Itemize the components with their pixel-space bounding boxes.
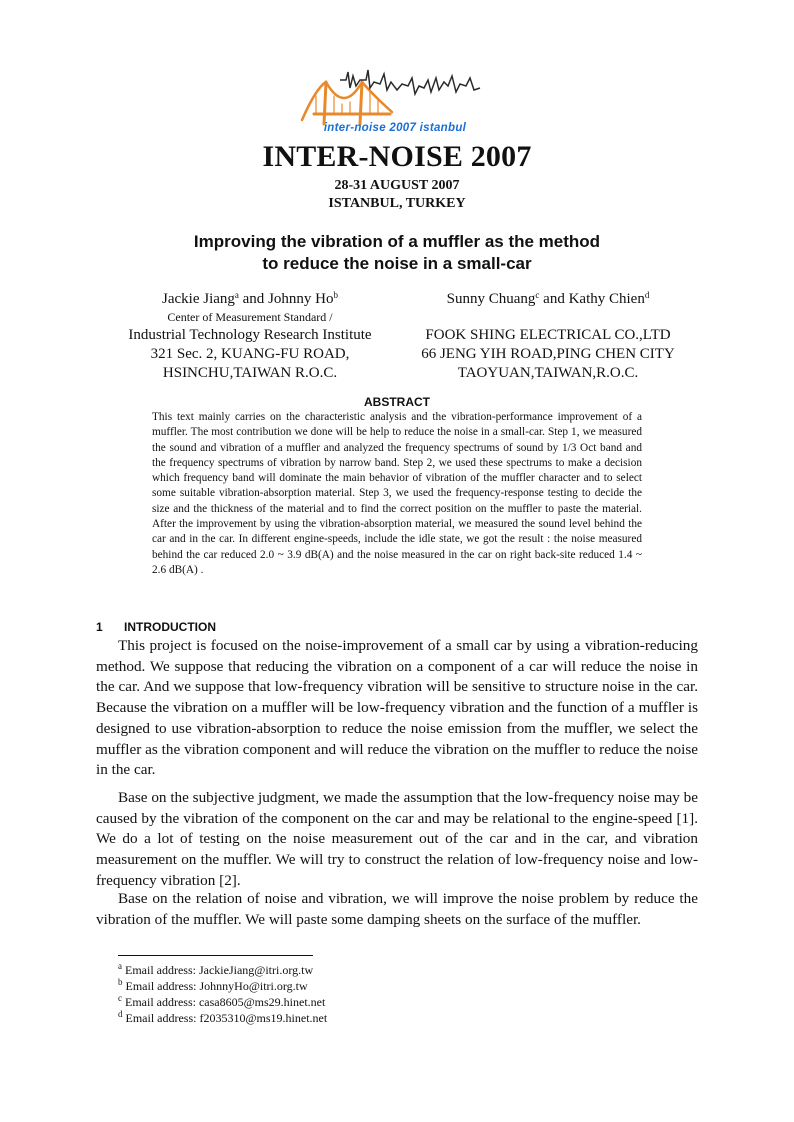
footnote <box>118 1010 678 1026</box>
bridge-icon <box>302 82 392 124</box>
section-number: 1 <box>96 620 103 634</box>
author-name: Jackie Jiang <box>162 291 235 307</box>
intro-paragraph-3: Base on the relation of noise and vibration, we will improve the noise problem by reduce the vibration of the muffler. We will paste some damping sheets on the surface of the muffler. <box>96 890 698 928</box>
conference-location: ISTANBUL, TURKEY <box>328 196 466 211</box>
footnote-mark: c <box>118 993 122 1003</box>
author-address-line-1: 321 Sec. 2, KUANG-FU ROAD, <box>150 346 350 362</box>
footnote <box>118 994 678 1010</box>
author-block-left <box>100 290 400 383</box>
logo-caption: inter-noise 2007 istanbul <box>323 122 467 134</box>
footnote-mark: b <box>333 290 338 300</box>
footnote-divider <box>118 955 313 956</box>
abstract-heading: ABSTRACT <box>364 395 430 409</box>
footnote-text: Email address: JohnnyHo@itri.org.tw <box>122 979 308 993</box>
footnote-text: Email address: casa8605@ms29.hinet.net <box>122 995 326 1009</box>
author-department: Center of Measurement Standard / <box>167 310 333 324</box>
conference-date: 28-31 AUGUST 2007 <box>334 178 460 193</box>
footnote-text: Email address: f2035310@ms19.hinet.net <box>122 1011 328 1025</box>
author-name: Johnny Ho <box>268 291 334 307</box>
abstract-body: This text mainly carries on the characteristic analysis and the vibration-performance improvement of a muffler. The most contribution we done will be help to reduce the noise in a small-car. Step 1, we measured the sound and vibration of a muffler and analyzed the frequency spectrums of sound by 1/3 Oct band and the frequency spectrums of vibration by narrow band. Step 2, we used these spectrums to make a decision which frequency band will dominate the main behavior of vibration of the muffler character and to select some suitable vibration-absorption material. Step 3, we used the frequency-response testing to decide the size and the thickness of the material and to find the correct position on the muffler to paste the material. After the improvement by using the vibration-absorption material, we measured the sound level behind the car and in the car. In different engine-speeds, include the idle state, we got the result : the noise measured behind the car reduced 2.0 ~ 3.9 dB(A) and the noise measured in the car on right back-site reduced 1.4 ~ 2.6 dB(A) . <box>152 411 642 576</box>
footnote-mark: d <box>118 1009 123 1019</box>
section-title: INTRODUCTION <box>124 620 216 634</box>
intro-paragraph-2: Base on the subjective judgment, we made the assumption that the low-frequency noise may be caused by the vibration of the component on the car and may be relational to the engine-speed [1]. We do a lot of testing on the noise measurement out of the car and in the car, and vibration measurement on the muffler. We will try to construct the relation of low-frequency noise and low-frequency vibration [2]. <box>96 789 698 889</box>
author-conjunction: and <box>539 291 569 307</box>
author-company: FOOK SHING ELECTRICAL CO.,LTD <box>425 327 671 343</box>
author-address-line-1: 66 JENG YIH ROAD,PING CHEN CITY <box>421 346 675 362</box>
footnote <box>118 962 678 978</box>
author-address-line-2: HSINCHU,TAIWAN R.O.C. <box>162 365 338 381</box>
footnotes <box>118 962 678 1026</box>
paper-title-line-1: Improving the vibration of a muffler as the method <box>193 232 601 251</box>
author-name: Kathy Chien <box>568 291 645 307</box>
author-name: Sunny Chuang <box>446 291 536 307</box>
footnote-mark: d <box>644 290 650 300</box>
author-names <box>400 290 696 309</box>
footnote <box>118 978 678 994</box>
spacer <box>400 309 696 326</box>
author-names <box>100 290 400 309</box>
author-address-line-2: TAOYUAN,TAIWAN,R.O.C. <box>457 365 639 381</box>
author-conjunction: and <box>238 291 269 307</box>
footnote-mark: a <box>234 290 239 300</box>
author-block-right <box>400 290 696 383</box>
section-heading <box>96 620 216 634</box>
footnote-mark: b <box>118 977 123 987</box>
author-institute: Industrial Technology Research Institute <box>128 327 372 343</box>
footnote-mark: a <box>118 961 122 971</box>
intro-paragraph-1: This project is focused on the noise-improvement of a small car by using a vibration-reducing method. We suppose that reducing the vibration on a component of a car will reduce the noise in the car. And we suppose that low-frequency vibration will be sensitive to structure noise in the car. Because the vibration on a muffler will be low-frequency vibration and the function of a muffler is designed to use vibration-absorption to reduce the noise emission from the muffler, we select the muffler as the vibration component and will reduce the vibration on the muffler to reduce the noise in the car. <box>96 637 698 779</box>
footnote-mark: c <box>535 290 540 300</box>
conference-title: INTER-NOISE 2007 <box>262 140 532 173</box>
footnote-text: Email address: JackieJiang@itri.org.tw <box>122 963 314 977</box>
paper-title-line-2: to reduce the noise in a small-car <box>262 254 532 273</box>
